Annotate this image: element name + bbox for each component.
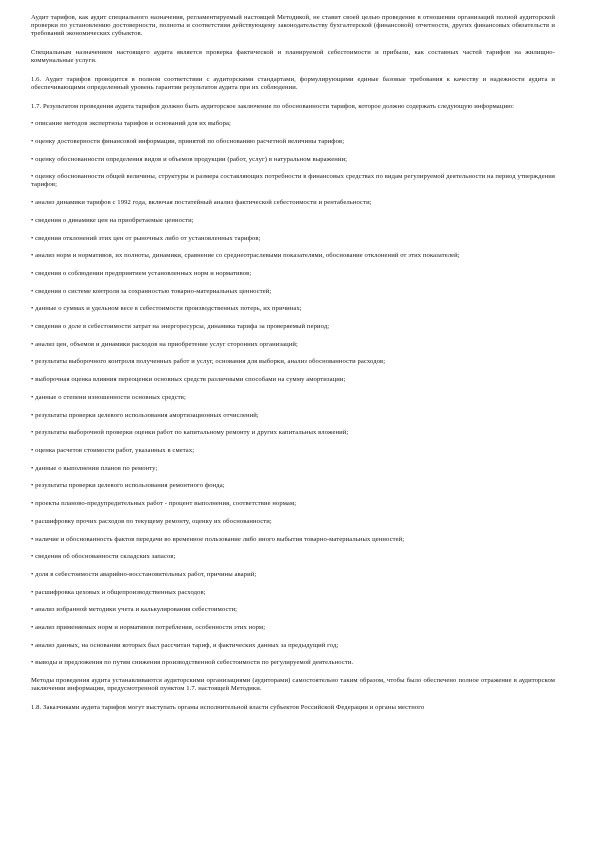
list-item: • наличие и обоснованность фактов передачи во временное пользование либо иного выбытия товарно-материальных ценностей; <box>31 535 405 543</box>
list-item: • расшифровка цеховых и общепроизводственных расходов; <box>31 588 206 596</box>
list-item: • данные о суммах и удельном весе в себестоимости производственных потерь, их причинах; <box>31 305 302 313</box>
paragraph-audit-methods: Методы проведения аудита устанавливаются аудиторскими организациями (аудиторами) самостоятельно таким образом, чтобы было обеспечено полное отражение в аудиторском заключении информации, предусмотренной пунктом 1.7. настоящей Методики. <box>31 676 555 692</box>
list-item: • сведения о системе контроля за сохранностью товарно-материальных ценностей; <box>31 287 272 295</box>
list-item: • оценка расчетов стоимости работ, указанных в сметах; <box>31 446 195 454</box>
list-item: • сведения об обоснованности складских запасов; <box>31 553 176 561</box>
list-item: • оценку достоверности финансовой информации, принятой по обоснованию расчетной величины тарифов; <box>31 137 345 145</box>
list-item: • анализ динамики тарифов с 1992 года, включая постатейный анализ фактической себестоимости и рентабельности; <box>31 199 372 207</box>
list-item: • результаты проверки целевого использования ремонтного фонда; <box>31 482 225 490</box>
list-item: • выборочная оценка влияния переоценки основных средств различными способами на сумму амортизации; <box>31 376 346 384</box>
list-item: • сведения о соблюдении предприятием установленных норм и нормативов; <box>31 269 252 277</box>
list-item: • расшифровку прочих расходов по текущему ремонту, оценку их обоснованности; <box>31 517 272 525</box>
list-item: • результаты выборочной проверки оценки работ по капитальному ремонту и других капитальных вложений; <box>31 429 349 437</box>
list-item: • анализ избранной методики учета и калькулирования себестоимости; <box>31 606 238 614</box>
paragraph-1-7: 1.7. Результатом проведения аудита тарифов должно быть аудиторское заключение по обоснованности тарифов, которое должно содержать следующую информацию: <box>31 102 515 110</box>
list-item: • данные о степени изношенности основных средств; <box>31 393 186 401</box>
list-item: • оценку обоснованности общей величины, структуры и размера составляющих потребности в финансовых средствах по видам регулируемой деятельности на период утверждения тарифов; <box>31 173 555 189</box>
list-item: • сведения о динамике цен на приобретаемые ценности; <box>31 216 194 224</box>
list-item: • анализ норм и нормативов, их полноты, динамики, сравнение со среднеотраслевыми показателями, обоснование отклонений от этих показателей; <box>31 252 460 260</box>
list-item: • результаты выборочного контроля полученных работ и услуг, основания для выборки, анализ обоснованности расходов; <box>31 358 386 366</box>
paragraph-1-6: 1.6. Аудит тарифов проводится в полном соответствии с аудиторскими стандартами, формулирующими единые базовые требования к качеству и надежности аудита и обеспечивающими определенный уровень гарантии результатов аудита при их соблюдении. <box>31 76 555 92</box>
list-item: • сведения отклонений этих цен от рыночных либо от установленных тарифов; <box>31 234 261 242</box>
list-item: • описание методов экспертизы тарифов и оснований для их выбора; <box>31 120 231 128</box>
paragraph-1-8: 1.8. Заказчиками аудита тарифов могут выступать органы исполнительной власти субъектов Российской Федерации и органы местного <box>31 703 425 711</box>
list-item: • анализ применяемых норм и нормативов потребления, особенности этих норм; <box>31 624 266 632</box>
paragraph-special-purpose: Специальным назначением настоящего аудита является проверка фактической и планируемой себестоимости и прибыли, как составных частей тарифов на жилищно-коммунальные услуги. <box>31 49 555 65</box>
list-item: • проекты планово-предупредительных работ - процент выполнения, соответствие нормам; <box>31 500 297 508</box>
list-item: • результаты проверки целевого использования амортизационных отчислений; <box>31 411 259 419</box>
list-item: • оценку обоснованности определения видов и объемов продукции (работ, услуг) в натуральном выражении; <box>31 155 348 163</box>
list-item: • выводы и предложения по путям снижения производственной себестоимости по регулируемой деятельности. <box>31 659 354 667</box>
paragraph-intro: Аудит тарифов, как аудит специального назначения, регламентируемый настоящей Методикой, не ставит своей целью проведение в отношении организаций полной аудиторской проверки по установлению достоверности, полноты и соответствия действующему законодательству бухгалтерской (финансовой) отчетности, других финансовых обязательств и требований экономических субъектов. <box>31 14 555 38</box>
list-item: • доля в себестоимости аварийно-восстановительных работ, причины аварий; <box>31 570 257 578</box>
list-item: • данные о выполнении планов по ремонту; <box>31 464 158 472</box>
list-item: • сведения о доле в себестоимости затрат на энергоресурсы, динамика тарифа за проверяемый период; <box>31 323 330 331</box>
list-item: • анализ цен, объемов и динамики расходов на приобретение услуг сторонних организаций; <box>31 340 298 348</box>
list-item: • анализ данных, на основании которых был рассчитан тариф, и фактических данных за предыдущий год; <box>31 641 339 649</box>
